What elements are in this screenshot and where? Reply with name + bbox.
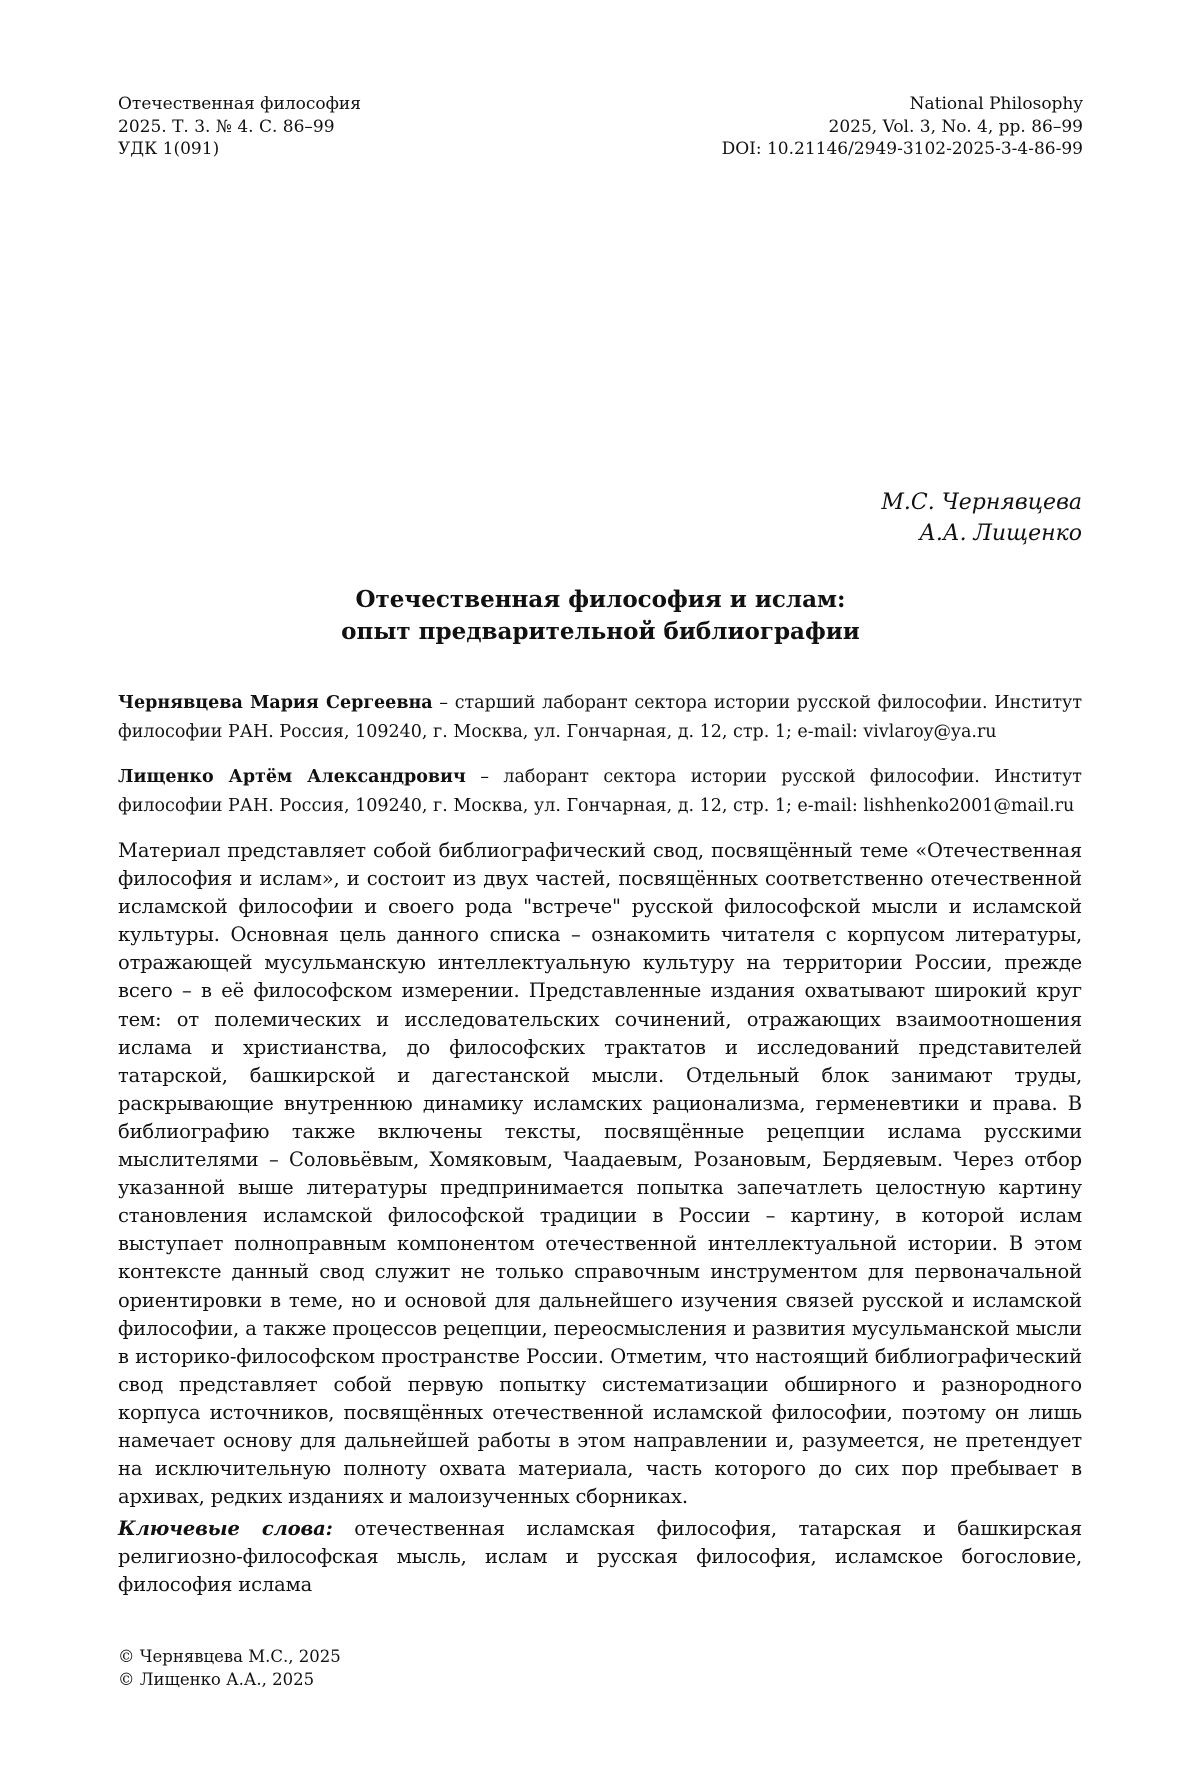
issue-info-en: 2025, Vol. 3, No. 4, pp. 86–99 (828, 116, 1083, 137)
keywords-text: отечественная исламская философия, татарская и башкирская религиозно-философская мысль, ислам и русская философия, исламское богословие, философия ислама (118, 1517, 1082, 1596)
keywords (118, 1515, 1082, 1599)
author-info-2 (118, 763, 1082, 820)
author-1: М.С. Чернявцева (881, 490, 1082, 515)
keywords-label: Ключевые слова: (118, 1517, 333, 1540)
author-info-1 (118, 689, 1082, 746)
doi: DOI: 10.21146/2949-3102-2025-3-4-86-99 (721, 139, 1083, 159)
issue-info-ru: 2025. Т. 3. № 4. С. 86–99 (118, 116, 335, 137)
author-info-name: Лищенко Артём Александрович (118, 767, 466, 787)
title-line-2: опыт предварительной библиографии (341, 618, 860, 645)
copyright-block (118, 1646, 341, 1691)
abstract: Материал представляет собой библиографический свод, посвящённый теме «Отечественная философия и ислам», и состоит из двух частей, посвящённых соответственно отечественной исламской философии и своего рода "встрече" русской философской мысли и исламской культуры. Основная цель данного списка – ознакомить читателя с корпусом литературы, отражающей мусульманскую интеллектуальную культуру на территории России, прежде всего – в её философском измерении. Представленные издания охватывают широкий круг тем: от полемических и исследовательских сочинений, отражающих взаимоотношения ислама и христианства, до философских трактатов и исследований представителей татарской, башкирской и дагестанской мысли. Отдельный блок занимают труды, раскрывающие внутреннюю динамику исламских рационализма, герменевтики и права. В библиографию также включены тексты, посвящённые рецепции ислама русскими мыслителями – Соловьёвым, Хомяковым, Чаадаевым, Розановым, Бердяевым. Через отбор указанной выше литературы предпринимается попытка запечатлеть целостную картину становления исламской философской традиции в России – картину, в которой ислам выступает полноправным компонентом отечественной интеллектуальной истории. В этом контексте данный свод служит не только справочным инструментом для первоначальной ориентировки в теме, но и основой для дальнейшего изучения связей русской и исламской философии, а также процессов рецепции, переосмысления и развития мусульманской мысли в историко-философском пространстве России. Отметим, что настоящий библиографический свод представляет собой первую попытку систематизации обширного и разнородного корпуса источников, посвящённых отечественной исламской философии, поэтому он лишь намечает основу для дальнейшей работы в этом направлении и, разумеется, не претендует на исключительную полноту охвата материала, часть которого до сих пор пребывает в архивах, редких изданиях и малоизученных сборниках. (118, 839, 1082, 1509)
title-line-1: Отечественная философия и ислам: (355, 586, 846, 613)
header-right (722, 93, 1083, 161)
udk-code: УДК 1(091) (118, 139, 220, 159)
journal-name-en: National Philosophy (909, 94, 1083, 114)
copyright-line: © Лищенко А.А., 2025 (118, 1669, 315, 1689)
article-title (118, 584, 1083, 648)
copyright-line: © Чернявцева М.С., 2025 (118, 1647, 341, 1666)
author-info-name: Чернявцева Мария Сергеевна (118, 693, 433, 713)
header-left (118, 93, 361, 161)
author-list (881, 487, 1082, 549)
author-info-details: – лаборант сектора истории русской философии. Институт философии РАН. Россия, 109240, г. Москва, ул. Гончарная, д. 12, стр. 1; e-mail: lishhenko2001@mail.ru (118, 767, 1082, 816)
journal-name-ru: Отечественная философия (118, 94, 361, 114)
author-info-details: – старший лаборант сектора истории русской философии. Институт философии РАН. Россия, 109240, г. Москва, ул. Гончарная, д. 12, стр. 1; e-mail: vivlaroy@ya.ru (118, 693, 1083, 742)
author-2: А.А. Лищенко (919, 521, 1082, 546)
